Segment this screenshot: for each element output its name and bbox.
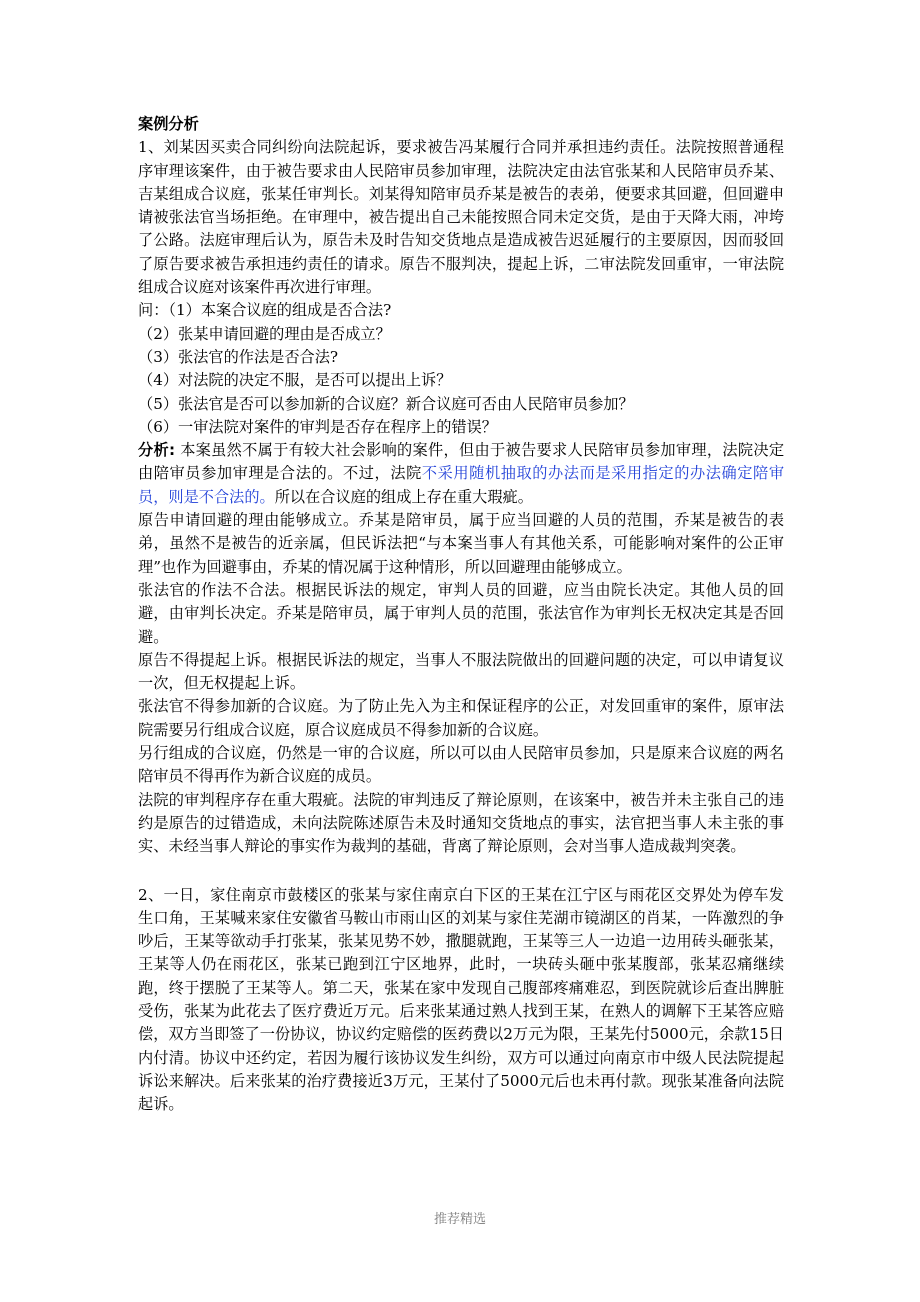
answer-paragraph: 原告不得提起上诉。根据民诉法的规定，当事人不服法院做出的回避问题的决定，可以申请复议一次，但无权提起上诉。 (138, 650, 784, 693)
page-footer: 推荐精选 (433, 1212, 486, 1227)
analysis-text: 本案虽然不属于有较大社会影响的案件，但由于被告要求人民陪审员参加审理，法院决定由陪审员参加审理是合法的。不过，法院 (138, 441, 785, 483)
case2-paragraph: 2、一日，家住南京市鼓楼区的张某与家住南京白下区的王某在江宁区与雨花区交界处为停车发生口角，王某喊来家住安徽省马鞍山市雨山区的刘某与家住芜湖市镜湖区的肖某，一阵激烈的争吵后，王某等欲动手打张某，张某见势不妙，撒腿就跑，王某等三人一边追一边用砖头砸张某，王某等人仍在雨花区，张某已跑到江宁区地界，此时，一块砖头砸中张某腹部，张某忍痛继续跑，终于摆脱了王某等人。第二天，张某在家中发现自己腹部疼痛难忍，到医院就诊后查出脾脏受伤，张某为此花去了医疗费近万元。后来张某通过熟人找到王某，在熟人的调解下王某答应赔偿，双方当即签了一份协议，协议约定赔偿的医药费以2万元为限，王某先付5000元，余款15日内付清。协议中还约定，若因为履行该协议发生纠纷，双方可以通过向南京市中级人民法院提起诉讼来解决。后来张某的治疗费接近3万元，王某付了5000元后也未再付款。现张某准备向法院起诉。 (138, 885, 784, 1114)
analysis-highlight: 不采用随机抽取的办法而是采用指定的办法确定陪审员，则是不合法的。 (138, 464, 785, 506)
analysis-paragraph (138, 439, 784, 509)
question-item: （5）张法官是否可以参加新的合议庭？新合议庭可否由人民陪审员参加？ (138, 394, 634, 413)
answer-paragraph: 另行组成的合议庭，仍然是一审的合议庭，所以可以由人民陪审员参加，只是原来合议庭的两名陪审员不得再作为新合议庭的成员。 (138, 744, 784, 786)
question-item: 问：（1）本案合议庭的组成是否合法? (138, 301, 392, 320)
question-item: （2）张某申请回避的理由是否成立？ (138, 324, 391, 343)
answer-paragraph: 法院的审判程序存在重大瑕疵。法院的审判违反了辩论原则，在该案中，被告并未主张自己的违约是原告的过错造成，未向法院陈述原告未及时通知交货地点的事实，法官把当事人未主张的事实、未经当事人辩论的事实作为裁判的基础，背离了辩论原则，会对当事人造成裁判突袭。 (138, 790, 784, 856)
document-heading: 案例分析 (138, 115, 199, 133)
document-body (138, 113, 784, 1116)
question-item: （6）一审法院对案件的审判是否存在程序上的错误？ (138, 417, 497, 436)
paragraph-gap (138, 859, 784, 884)
case1-paragraph: 1、刘某因买卖合同纠纷向法院起诉，要求被告冯某履行合同并承担违约责任。法院按照普通程序审理该案件，由于被告要求由人民陪审员参加审理，法院决定由法官张某和人民陪审员乔某、吉某组成合议庭，张某任审判长。刘某得知陪审员乔某是被告的表弟，便要求其回避，但回避申请被张法官当场拒绝。在审理中，被告提出自己未能按照合同未定交货，是由于天降大雨，冲垮了公路。法庭审理后认为，原告未及时告知交货地点是造成被告迟延履行的主要原因，因而驳回了原告要求被告承担违约责任的请求。原告不服判决，提起上诉，二审法院发回重审，一审法院组成合议庭对该案件再次进行审理。 (138, 138, 784, 297)
analysis-text-end: 所以在合议庭的组成上存在重大瑕疵。 (274, 487, 533, 506)
analysis-label: 分析: (138, 441, 176, 460)
question-item: （4）对法院的决定不服，是否可以提出上诉？ (138, 371, 452, 390)
answer-paragraph: 张法官不得参加新的合议庭。为了防止先入为主和保证程序的公正，对发回重审的案件，原审法院需要另行组成合议庭，原合议庭成员不得参加新的合议庭。 (138, 697, 784, 739)
answer-paragraph: 张法官的作法不合法。根据民诉法的规定，审判人员的回避，应当由院长决定。其他人员的回避，由审判长决定。乔某是陪审员，属于审判人员的范围，张法官作为审判长无权决定其是否回避。 (138, 580, 784, 646)
answer-paragraph: 原告申请回避的理由能够成立。乔某是陪审员，属于应当回避的人员的范围，乔某是被告的表弟，虽然不是被告的近亲属，但民诉法把“与本案当事人有其他关系，可能影响对案件的公正审理”也作为回避事由，乔某的情况属于这种情形，所以回避理由能够成立。 (138, 511, 784, 576)
question-item: （3）张法官的作法是否合法? (138, 347, 339, 366)
